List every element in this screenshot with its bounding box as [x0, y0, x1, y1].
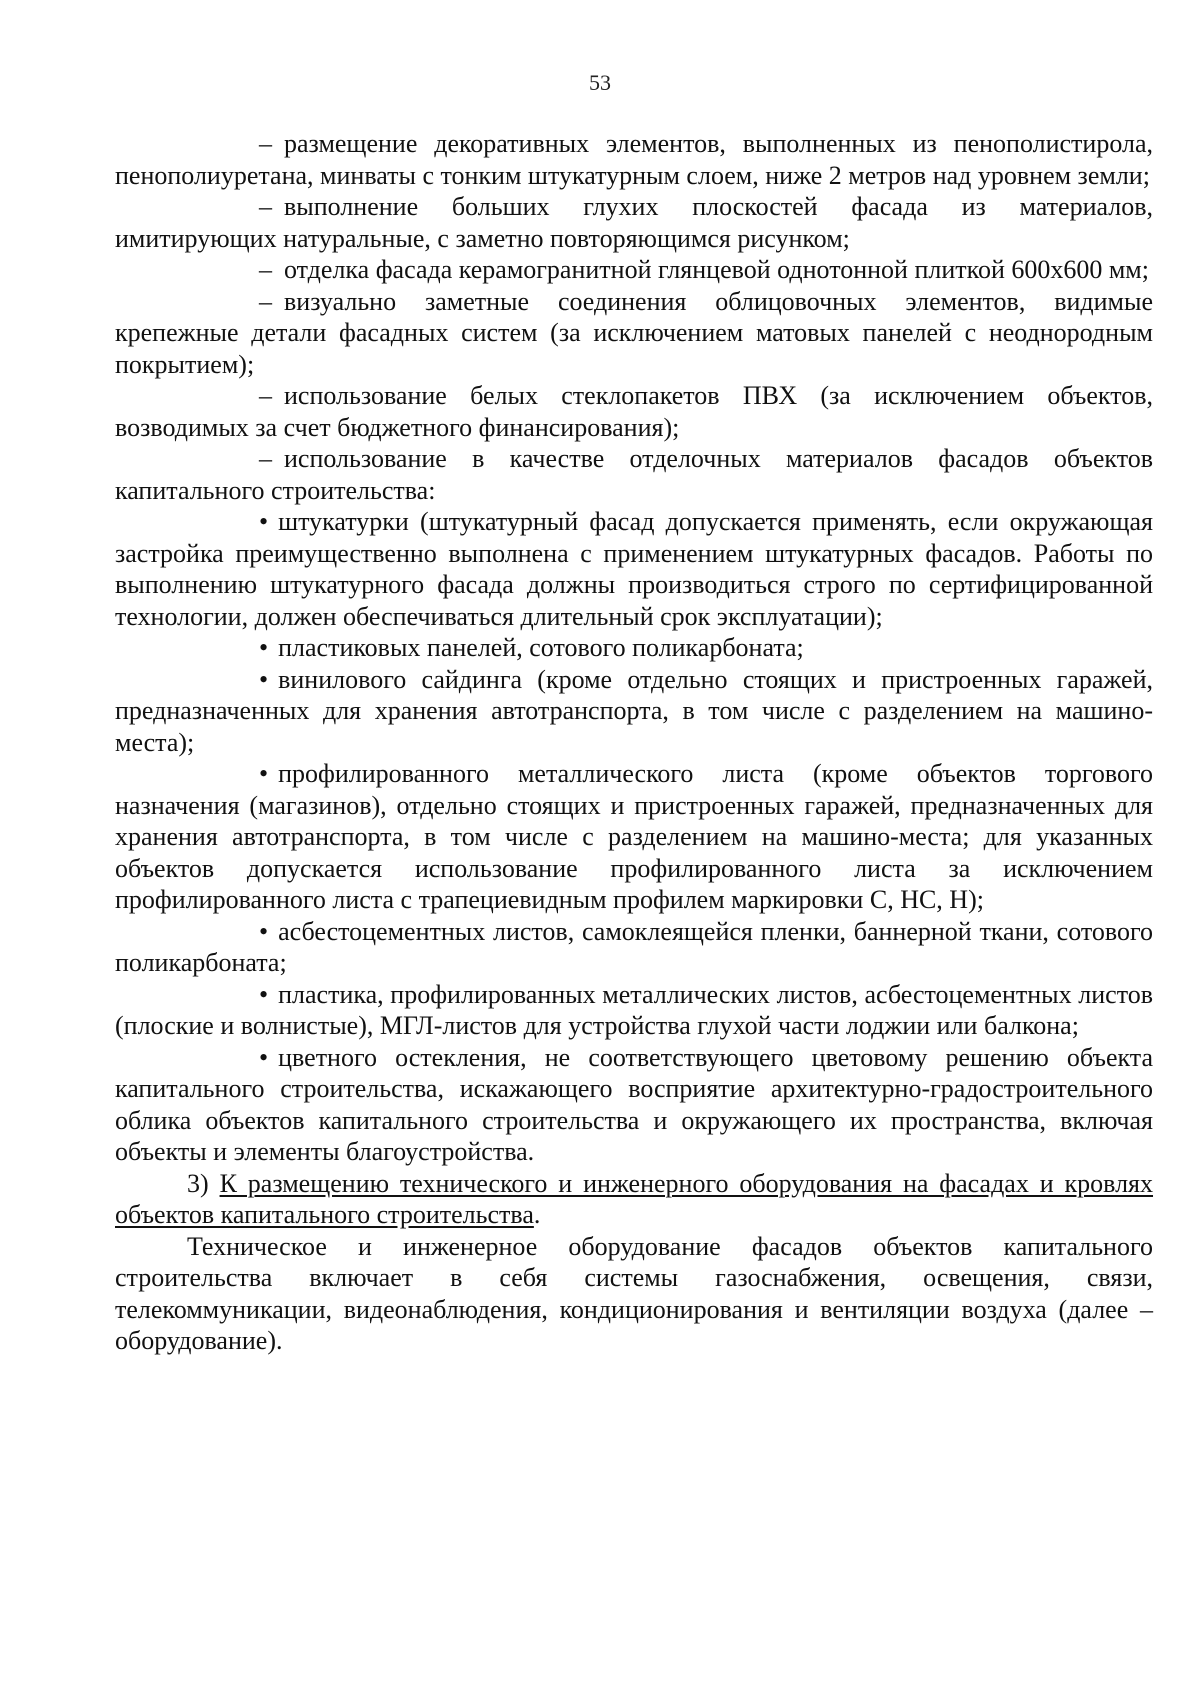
item-text: использование в качестве отделочных материалов фасадов объектов капитального строительства:	[115, 444, 1153, 505]
dash-marker: –	[259, 381, 272, 410]
dash-item-porcelain-tile	[115, 254, 1153, 286]
bullet-item-loggia-materials	[115, 979, 1153, 1042]
section-title: К размещению технического и инженерного оборудования на фасадах и кровлях объектов капитального строительства	[115, 1168, 1154, 1229]
bullet-item-profiled-sheet	[115, 758, 1153, 916]
page-number: 53	[589, 70, 611, 95]
bullet-marker: •	[259, 633, 269, 662]
section-heading-equipment	[115, 1168, 1153, 1231]
bullet-marker: •	[259, 1042, 269, 1072]
dash-marker: –	[259, 286, 272, 316]
bullet-item-colored-glazing	[115, 1042, 1153, 1168]
dash-item-decorative-elements	[115, 128, 1153, 191]
item-text: отделка фасада керамогранитной глянцевой однотонной плиткой 600х600 мм;	[284, 255, 1149, 284]
dash-marker: –	[259, 444, 272, 473]
item-text: использование белых стеклопакетов ПВХ (за исключением объектов, возводимых за счет бюджетного финансирования);	[115, 381, 1153, 442]
dash-item-blind-surfaces	[115, 191, 1153, 254]
item-text: визуально заметные соединения облицовочных элементов, видимые крепежные детали фасадных систем (за исключением матовых панелей с неоднородным покрытием);	[115, 286, 1153, 379]
section-number: 3)	[187, 1168, 209, 1198]
bullet-marker: •	[259, 507, 269, 536]
dash-marker: –	[259, 255, 272, 284]
bullet-marker: •	[259, 979, 269, 1009]
dash-marker: –	[259, 192, 272, 221]
item-text: цветного остекления, не соответствующего цветовому решению объекта капитального строительства, искажающего восприятие архитектурно-градостроительного облика объектов капитального строительства и окружающего их пространства, включая объекты и элементы благоустройства.	[115, 1042, 1153, 1166]
bullet-item-vinyl-siding	[115, 664, 1153, 759]
bullet-item-asbestos-sheets	[115, 916, 1153, 979]
dash-item-white-pvc-windows	[115, 380, 1153, 443]
item-text: асбестоцементных листов, самоклеящейся пленки, баннерной ткани, сотового поликарбоната;	[115, 916, 1153, 977]
item-text: выполнение больших глухих плоскостей фасада из материалов, имитирующих натуральные, с заметно повторяющимся рисунком;	[115, 192, 1153, 253]
item-text: штукатурки (штукатурный фасад допускается применять, если окружающая застройка преимущественно выполнена с применением штукатурных фасадов. Работы по выполнению штукатурного фасада должны производиться строго по сертифицированной технологии, должен обеспечиваться длительный срок эксплуатации);	[115, 507, 1153, 631]
final-paragraph: Техническое и инженерное оборудование фасадов объектов капитального строительства включает в себя системы газоснабжения, освещения, связи, телекоммуникации, видеонаблюдения, кондиционирования и вентиляции воздуха (далее – оборудование).	[115, 1231, 1153, 1355]
item-text: пластика, профилированных металлических листов, асбестоцементных листов (плоские и волнистые), МГЛ-листов для устройства глухой части лоджии или балкона;	[115, 979, 1153, 1040]
bullet-marker: •	[259, 916, 269, 946]
bullet-marker: •	[259, 664, 269, 694]
document-body	[115, 128, 1153, 1357]
item-text: винилового сайдинга (кроме отдельно стоящих и пристроенных гаражей, предназначенных для хранения автотранспорта, в том числе с разделением на машино-места);	[115, 664, 1153, 757]
section-title-end: .	[533, 1200, 541, 1229]
dash-marker: –	[259, 129, 272, 158]
item-text: пластиковых панелей, сотового поликарбоната;	[278, 633, 804, 662]
item-text: профилированного металлического листа (кроме объектов торгового назначения (магазинов), отдельно стоящих и пристроенных гаражей, предназначенных для хранения автотранспорта, в том числе с разделением на машино-места; для указанных объектов допускается использование профилированного листа за исключением профилированного листа с трапециевидным профилем маркировки С, НС, Н);	[115, 759, 1153, 914]
item-text: размещение декоративных элементов, выполненных из пенополистирола, пенополиуретана, минваты с тонким штукатурным слоем, ниже 2 метров над уровнем земли;	[115, 129, 1153, 190]
bullet-marker: •	[259, 759, 269, 788]
bullet-item-plastic-panels	[115, 632, 1153, 664]
dash-item-visible-joints	[115, 286, 1153, 381]
bullet-item-plaster	[115, 506, 1153, 632]
dash-item-finishing-materials	[115, 443, 1153, 506]
